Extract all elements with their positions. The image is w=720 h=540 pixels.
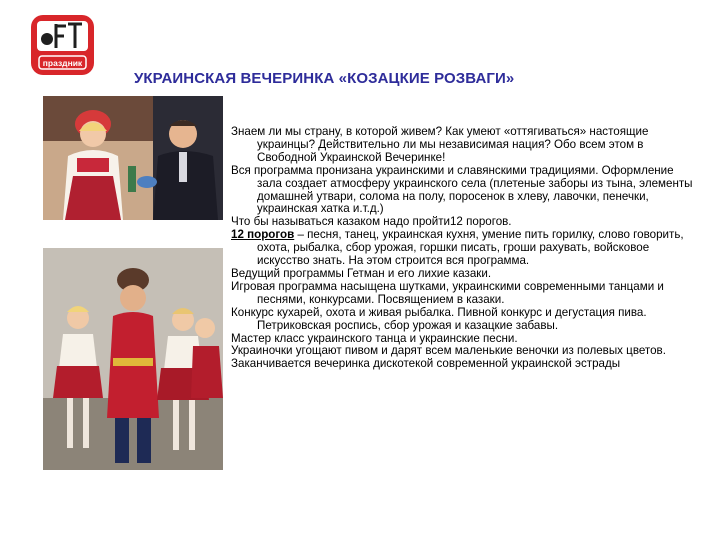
page-title: УКРАИНСКАЯ ВЕЧЕРИНКА «КОЗАЦКИЕ РОЗВАГИ» — [134, 70, 515, 87]
logo-graphic — [30, 14, 95, 76]
paragraph-traditions — [231, 165, 696, 217]
paragraph-game — [231, 281, 696, 307]
paragraph-thresholds — [231, 229, 696, 268]
thresholds-lead: 12 порогов — [231, 228, 295, 242]
paragraph-text: Игровая программа насыщена шутками, украинскими современными танцами и песнями, конкурсами. Посвящением в казаки. — [231, 279, 664, 306]
paragraph-text: Что бы называться казаком надо пройти12 порогов. — [231, 215, 512, 229]
program-description — [231, 126, 696, 371]
paragraph-contests — [231, 307, 696, 333]
paragraph-text: Мастер класс украинского танца и украинские песни. — [231, 331, 518, 345]
woman-serving-man-photo — [43, 96, 223, 220]
logo — [30, 14, 95, 76]
logo-bottom-text: праздник — [42, 58, 83, 68]
paragraph-text: – песня, танец, украинская кухня, умение пить горилку, слово говорить, охота, рыбалка, сбор урожая, горшки писать, гроши рахувать, войсковое искусство знать. На этом строится вся программа. — [257, 228, 684, 268]
paragraph-text: Вся программа пронизана украинскими и славянскими традициями. Оформление зала создает атмосферу украинского села (плетеные заборы из тына, элементы домашней утвари, солома на полу, поросенок в хлеву, лавочки, пенечки, украинская хатка и.т.д.) — [231, 163, 693, 216]
paragraph-text: Знаем ли мы страну, в которой живем? Как умеют «оттягиваться» настоящие украинцы? Действительно ли мы независимая нация? Обо всем этом в Свободной Украинской Вечеринке! — [231, 125, 649, 164]
paragraph-intro — [231, 126, 696, 165]
paragraph-text: Конкурс кухарей, охота и живая рыбалка. Пивной конкурс и дегустация пива. Петриковская роспись, сбор урожая и казацкие забавы. — [231, 305, 647, 332]
cossack-with-girls-photo — [43, 248, 223, 470]
paragraph-text: Заканчивается вечеринка дискотекой современной украинской эстрады — [231, 357, 621, 371]
paragraph-ending — [231, 358, 696, 371]
paragraph-text: Украиночки угощают пивом и дарят всем маленькие веночки из полевых цветов. — [231, 344, 666, 358]
paragraph-text: Ведущий программы Гетман и его лихие казаки. — [231, 266, 492, 280]
